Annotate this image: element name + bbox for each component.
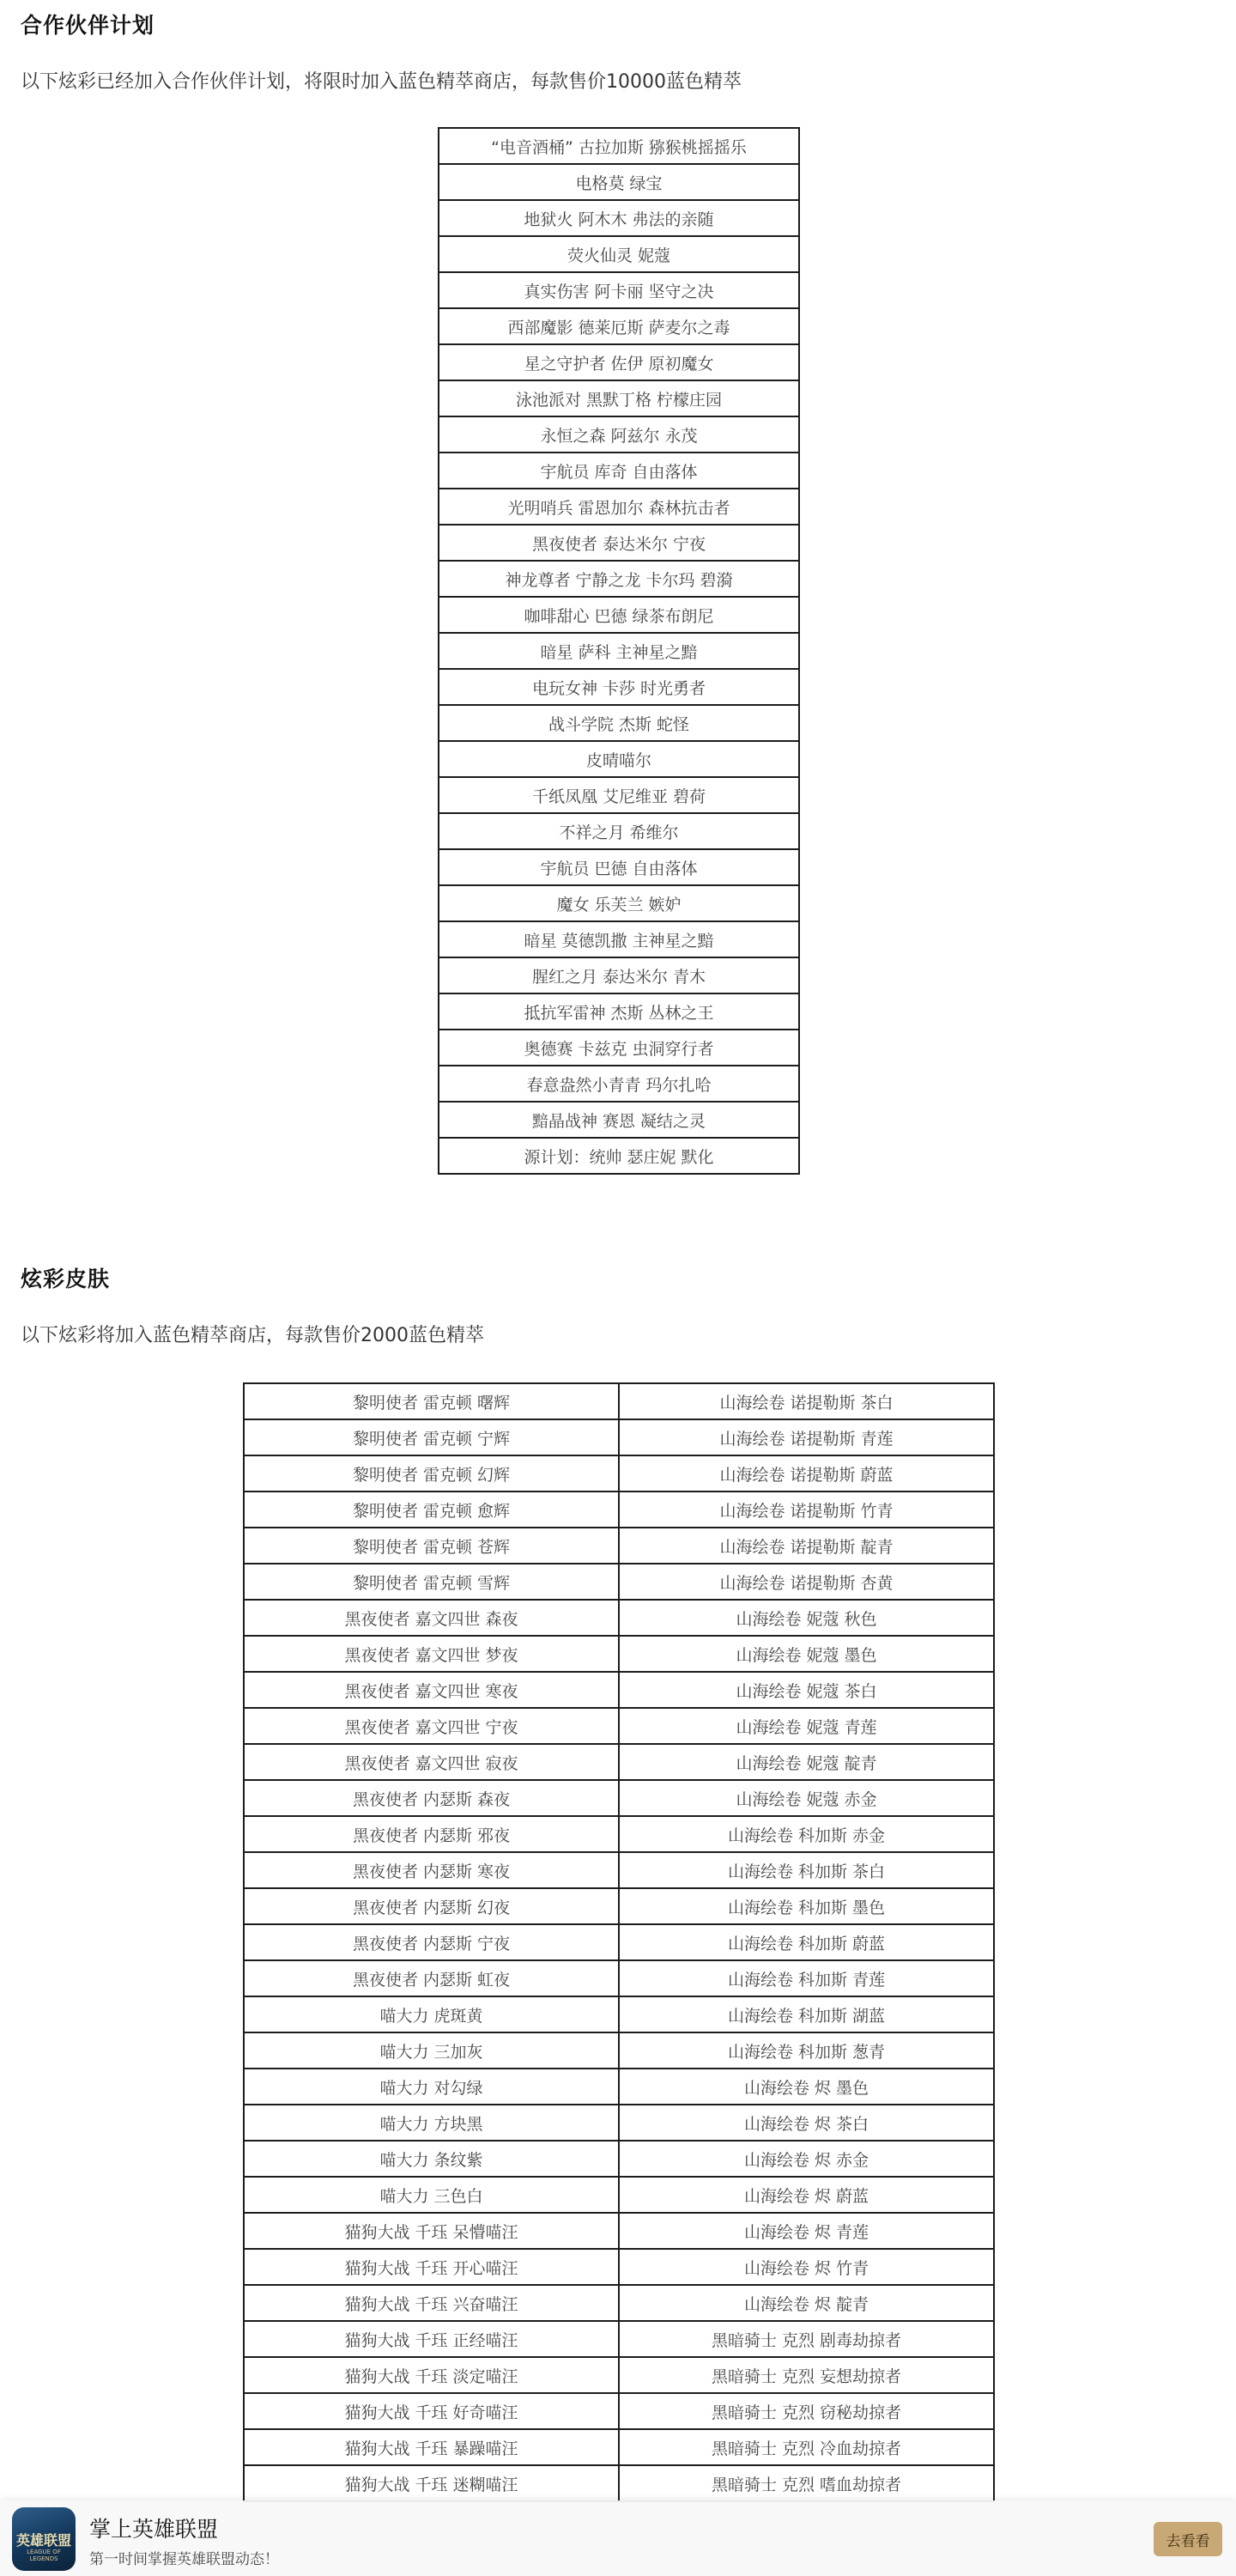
table-row bbox=[439, 236, 799, 272]
chroma-skin-cell-left: 猫狗大战 千珏 开心喵汪 bbox=[244, 2249, 619, 2285]
table-row bbox=[244, 1780, 994, 1816]
chroma-skin-cell-right: 山海绘卷 妮蔻 墨色 bbox=[619, 1636, 994, 1672]
table-row bbox=[244, 2465, 994, 2501]
partner-skin-cell: 西部魔影 德莱厄斯 萨麦尔之毒 bbox=[439, 308, 799, 344]
table-row bbox=[244, 2213, 994, 2249]
table-row bbox=[439, 1030, 799, 1066]
table-row bbox=[244, 2285, 994, 2321]
table-row bbox=[244, 1996, 994, 2032]
chroma-skin-cell-right: 山海绘卷 科加斯 赤金 bbox=[619, 1816, 994, 1852]
table-row bbox=[244, 1744, 994, 1780]
partner-skin-cell: 暗星 萨科 主神星之黯 bbox=[439, 633, 799, 669]
partner-skin-cell: 抵抗军雷神 杰斯 丛林之王 bbox=[439, 993, 799, 1030]
table-row bbox=[244, 2105, 994, 2141]
chroma-skin-cell-left: 黑夜使者 内瑟斯 森夜 bbox=[244, 1780, 619, 1816]
table-row bbox=[244, 1708, 994, 1744]
table-row bbox=[439, 1066, 799, 1102]
chroma-skin-cell-right: 山海绘卷 烬 靛青 bbox=[619, 2285, 994, 2321]
chroma-skin-cell-right: 山海绘卷 妮蔻 青莲 bbox=[619, 1708, 994, 1744]
table-row bbox=[439, 633, 799, 669]
chroma-skin-cell-left: 黎明使者 雷克顿 曙辉 bbox=[244, 1383, 619, 1419]
partner-skin-cell: 泳池派对 黑默丁格 柠檬庄园 bbox=[439, 380, 799, 416]
chroma-skin-cell-left: 喵大力 方块黑 bbox=[244, 2105, 619, 2141]
table-row bbox=[439, 416, 799, 453]
table-row bbox=[439, 561, 799, 597]
partner-skin-cell: 电格莫 绿宝 bbox=[439, 164, 799, 200]
chroma-skin-cell-left: 黑夜使者 嘉文四世 梦夜 bbox=[244, 1636, 619, 1672]
chroma-skin-cell-left: 黎明使者 雷克顿 苍辉 bbox=[244, 1528, 619, 1564]
app-logo-icon[interactable] bbox=[12, 2507, 76, 2571]
chroma-skin-cell-right: 山海绘卷 妮蔻 赤金 bbox=[619, 1780, 994, 1816]
table-row bbox=[439, 200, 799, 236]
partner-skin-cell: 光明哨兵 雷恩加尔 森林抗击者 bbox=[439, 489, 799, 525]
partner-skin-cell: 咖啡甜心 巴德 绿茶布朗尼 bbox=[439, 597, 799, 633]
chroma-skin-cell-left: 黑夜使者 嘉文四世 寂夜 bbox=[244, 1744, 619, 1780]
table-row bbox=[439, 1138, 799, 1174]
table-row bbox=[244, 1960, 994, 1996]
partner-skin-cell: 魔女 乐芙兰 嫉妒 bbox=[439, 885, 799, 921]
table-row bbox=[244, 1852, 994, 1888]
table-row bbox=[244, 2069, 994, 2105]
table-row bbox=[439, 453, 799, 489]
table-row bbox=[439, 957, 799, 993]
chroma-skin-cell-right: 山海绘卷 诺提勒斯 杏黄 bbox=[619, 1564, 994, 1600]
partner-skin-table bbox=[438, 127, 800, 1175]
chroma-skin-cell-left: 黑夜使者 内瑟斯 寒夜 bbox=[244, 1852, 619, 1888]
chroma-skin-cell-right: 山海绘卷 科加斯 蔚蓝 bbox=[619, 1924, 994, 1960]
open-app-button[interactable]: 去看看 bbox=[1154, 2522, 1222, 2556]
partner-skin-cell: 神龙尊者 宁静之龙 卡尔玛 碧漪 bbox=[439, 561, 799, 597]
chroma-skin-cell-right: 山海绘卷 烬 蔚蓝 bbox=[619, 2177, 994, 2213]
chroma-skin-cell-left: 喵大力 对勾绿 bbox=[244, 2069, 619, 2105]
table-row bbox=[439, 669, 799, 705]
table-row bbox=[244, 1816, 994, 1852]
chroma-skin-cell-right: 山海绘卷 科加斯 茶白 bbox=[619, 1852, 994, 1888]
table-row bbox=[244, 1492, 994, 1528]
chroma-skin-cell-left: 猫狗大战 千珏 好奇喵汪 bbox=[244, 2393, 619, 2429]
chroma-skin-cell-right: 山海绘卷 科加斯 葱青 bbox=[619, 2032, 994, 2069]
chroma-skin-cell-left: 喵大力 三加灰 bbox=[244, 2032, 619, 2069]
partner-skin-cell: 黯晶战神 赛恩 凝结之灵 bbox=[439, 1102, 799, 1138]
table-row bbox=[439, 741, 799, 777]
partner-skin-cell: 腥红之月 泰达米尔 青木 bbox=[439, 957, 799, 993]
chroma-skin-cell-right: 山海绘卷 烬 茶白 bbox=[619, 2105, 994, 2141]
chroma-skin-cell-left: 猫狗大战 千珏 呆懵喵汪 bbox=[244, 2213, 619, 2249]
chroma-skin-cell-right: 山海绘卷 诺提勒斯 蔚蓝 bbox=[619, 1455, 994, 1492]
chroma-skin-cell-left: 黎明使者 雷克顿 雪辉 bbox=[244, 1564, 619, 1600]
table-row bbox=[439, 849, 799, 885]
chroma-skin-cell-right: 山海绘卷 妮蔻 茶白 bbox=[619, 1672, 994, 1708]
chroma-skin-cell-left: 黑夜使者 内瑟斯 幻夜 bbox=[244, 1888, 619, 1924]
chroma-skin-cell-left: 喵大力 三色白 bbox=[244, 2177, 619, 2213]
table-row bbox=[439, 525, 799, 561]
table-row bbox=[244, 2429, 994, 2465]
chroma-skin-cell-right: 山海绘卷 诺提勒斯 茶白 bbox=[619, 1383, 994, 1419]
table-row bbox=[244, 2249, 994, 2285]
chroma-skin-cell-left: 猫狗大战 千珏 迷糊喵汪 bbox=[244, 2465, 619, 2501]
chroma-skin-cell-left: 猫狗大战 千珏 兴奋喵汪 bbox=[244, 2285, 619, 2321]
chroma-skin-cell-left: 黎明使者 雷克顿 宁辉 bbox=[244, 1419, 619, 1455]
table-row bbox=[439, 921, 799, 957]
table-row bbox=[439, 380, 799, 416]
partner-skin-cell: 地狱火 阿木木 弗法的亲随 bbox=[439, 200, 799, 236]
partner-skin-cell: 星之守护者 佐伊 原初魔女 bbox=[439, 344, 799, 380]
table-row bbox=[439, 128, 799, 164]
table-row bbox=[244, 1564, 994, 1600]
partner-skin-cell: 战斗学院 杰斯 蛇怪 bbox=[439, 705, 799, 741]
partner-skin-cell: 黑夜使者 泰达米尔 宁夜 bbox=[439, 525, 799, 561]
table-row bbox=[244, 1419, 994, 1455]
app-tagline: 第一时间掌握英雄联盟动态！ bbox=[89, 2551, 279, 2568]
chroma-skin-cell-right: 山海绘卷 烬 赤金 bbox=[619, 2141, 994, 2177]
table-row bbox=[439, 272, 799, 308]
chroma-skin-cell-right: 山海绘卷 妮蔻 靛青 bbox=[619, 1744, 994, 1780]
chroma-skin-cell-left: 黎明使者 雷克顿 幻辉 bbox=[244, 1455, 619, 1492]
table-row bbox=[244, 2321, 994, 2357]
chroma-skin-cell-right: 山海绘卷 烬 青莲 bbox=[619, 2213, 994, 2249]
table-row bbox=[439, 308, 799, 344]
chroma-skin-cell-left: 黑夜使者 内瑟斯 虹夜 bbox=[244, 1960, 619, 1996]
table-row bbox=[439, 813, 799, 849]
table-row bbox=[439, 1102, 799, 1138]
chroma-skin-cell-left: 喵大力 条纹紫 bbox=[244, 2141, 619, 2177]
table-row bbox=[439, 993, 799, 1030]
table-row bbox=[244, 1924, 994, 1960]
partner-skin-cell: 真实伤害 阿卡丽 坚守之决 bbox=[439, 272, 799, 308]
chroma-skin-cell-right: 黑暗骑士 克烈 妄想劫掠者 bbox=[619, 2357, 994, 2393]
chroma-skin-cell-left: 猫狗大战 千珏 暴躁喵汪 bbox=[244, 2429, 619, 2465]
chroma-skin-cell-right: 山海绘卷 烬 墨色 bbox=[619, 2069, 994, 2105]
partner-skin-cell: 荧火仙灵 妮蔻 bbox=[439, 236, 799, 272]
chroma-skin-cell-left: 黎明使者 雷克顿 愈辉 bbox=[244, 1492, 619, 1528]
chroma-skin-cell-right: 山海绘卷 诺提勒斯 靛青 bbox=[619, 1528, 994, 1564]
partner-skin-cell: 宇航员 库奇 自由落体 bbox=[439, 453, 799, 489]
chroma-skin-table bbox=[243, 1382, 995, 2502]
chroma-skin-cell-left: 猫狗大战 千珏 淡定喵汪 bbox=[244, 2357, 619, 2393]
table-row bbox=[244, 1383, 994, 1419]
table-row bbox=[439, 705, 799, 741]
app-name: 掌上英雄联盟 bbox=[89, 2517, 219, 2542]
partner-skin-cell: 皮晴喵尔 bbox=[439, 741, 799, 777]
partner-skin-cell: 源计划：统帅 瑟庄妮 默化 bbox=[439, 1138, 799, 1174]
partner-skin-cell: 春意盎然小青青 玛尔扎哈 bbox=[439, 1066, 799, 1102]
table-row bbox=[244, 2032, 994, 2069]
app-download-banner[interactable] bbox=[0, 2500, 1236, 2576]
table-row bbox=[244, 2177, 994, 2213]
chroma-skin-cell-left: 黑夜使者 内瑟斯 宁夜 bbox=[244, 1924, 619, 1960]
chroma-section-description: 以下炫彩将加入蓝色精萃商店，每款售价2000蓝色精萃 bbox=[21, 1325, 484, 1346]
chroma-skin-cell-right: 山海绘卷 烬 竹青 bbox=[619, 2249, 994, 2285]
partner-skin-cell: 不祥之月 希维尔 bbox=[439, 813, 799, 849]
table-row bbox=[439, 164, 799, 200]
chroma-skin-cell-left: 猫狗大战 千珏 正经喵汪 bbox=[244, 2321, 619, 2357]
table-row bbox=[244, 1455, 994, 1492]
table-row bbox=[244, 1600, 994, 1636]
table-row bbox=[439, 777, 799, 813]
chroma-skin-cell-right: 黑暗骑士 克烈 冷血劫掠者 bbox=[619, 2429, 994, 2465]
partner-skin-cell: “电音酒桶” 古拉加斯 猕猴桃摇摇乐 bbox=[439, 128, 799, 164]
table-row bbox=[439, 489, 799, 525]
table-row bbox=[244, 1672, 994, 1708]
chroma-skin-cell-left: 黑夜使者 嘉文四世 森夜 bbox=[244, 1600, 619, 1636]
table-row bbox=[244, 2357, 994, 2393]
table-row bbox=[244, 1636, 994, 1672]
partner-section-title: 合作伙伴计划 bbox=[21, 13, 155, 38]
chroma-skin-cell-right: 山海绘卷 科加斯 青莲 bbox=[619, 1960, 994, 1996]
partner-skin-cell: 永恒之森 阿兹尔 永茂 bbox=[439, 416, 799, 453]
partner-skin-cell: 宇航员 巴德 自由落体 bbox=[439, 849, 799, 885]
chroma-section-title: 炫彩皮肤 bbox=[21, 1267, 111, 1291]
partner-skin-cell: 电玩女神 卡莎 时光勇者 bbox=[439, 669, 799, 705]
partner-skin-cell: 千纸凤凰 艾尼维亚 碧荷 bbox=[439, 777, 799, 813]
table-row bbox=[244, 2141, 994, 2177]
partner-skin-cell: 暗星 莫德凯撒 主神星之黯 bbox=[439, 921, 799, 957]
chroma-skin-cell-left: 喵大力 虎斑黄 bbox=[244, 1996, 619, 2032]
chroma-skin-cell-left: 黑夜使者 嘉文四世 寒夜 bbox=[244, 1672, 619, 1708]
chroma-skin-cell-right: 山海绘卷 诺提勒斯 竹青 bbox=[619, 1492, 994, 1528]
partner-section-description: 以下炫彩已经加入合作伙伴计划，将限时加入蓝色精萃商店，每款售价10000蓝色精萃 bbox=[21, 71, 742, 93]
chroma-skin-cell-left: 黑夜使者 嘉文四世 宁夜 bbox=[244, 1708, 619, 1744]
chroma-skin-cell-left: 黑夜使者 内瑟斯 邪夜 bbox=[244, 1816, 619, 1852]
chroma-skin-cell-right: 山海绘卷 诺提勒斯 青莲 bbox=[619, 1419, 994, 1455]
table-row bbox=[244, 2393, 994, 2429]
partner-skin-cell: 奥德赛 卡兹克 虫洞穿行者 bbox=[439, 1030, 799, 1066]
table-row bbox=[244, 1888, 994, 1924]
table-row bbox=[439, 344, 799, 380]
table-row bbox=[244, 1528, 994, 1564]
chroma-skin-cell-right: 黑暗骑士 克烈 剧毒劫掠者 bbox=[619, 2321, 994, 2357]
table-row bbox=[439, 597, 799, 633]
chroma-skin-cell-right: 黑暗骑士 克烈 嗜血劫掠者 bbox=[619, 2465, 994, 2501]
chroma-skin-cell-right: 山海绘卷 科加斯 墨色 bbox=[619, 1888, 994, 1924]
chroma-skin-cell-right: 黑暗骑士 克烈 窃秘劫掠者 bbox=[619, 2393, 994, 2429]
chroma-skin-cell-right: 山海绘卷 妮蔻 秋色 bbox=[619, 1600, 994, 1636]
chroma-skin-cell-right: 山海绘卷 科加斯 湖蓝 bbox=[619, 1996, 994, 2032]
table-row bbox=[439, 885, 799, 921]
app-logo-subtext: LEAGUE OF LEGENDS bbox=[27, 2549, 61, 2562]
app-logo-text: 英雄联盟 bbox=[15, 2532, 71, 2549]
